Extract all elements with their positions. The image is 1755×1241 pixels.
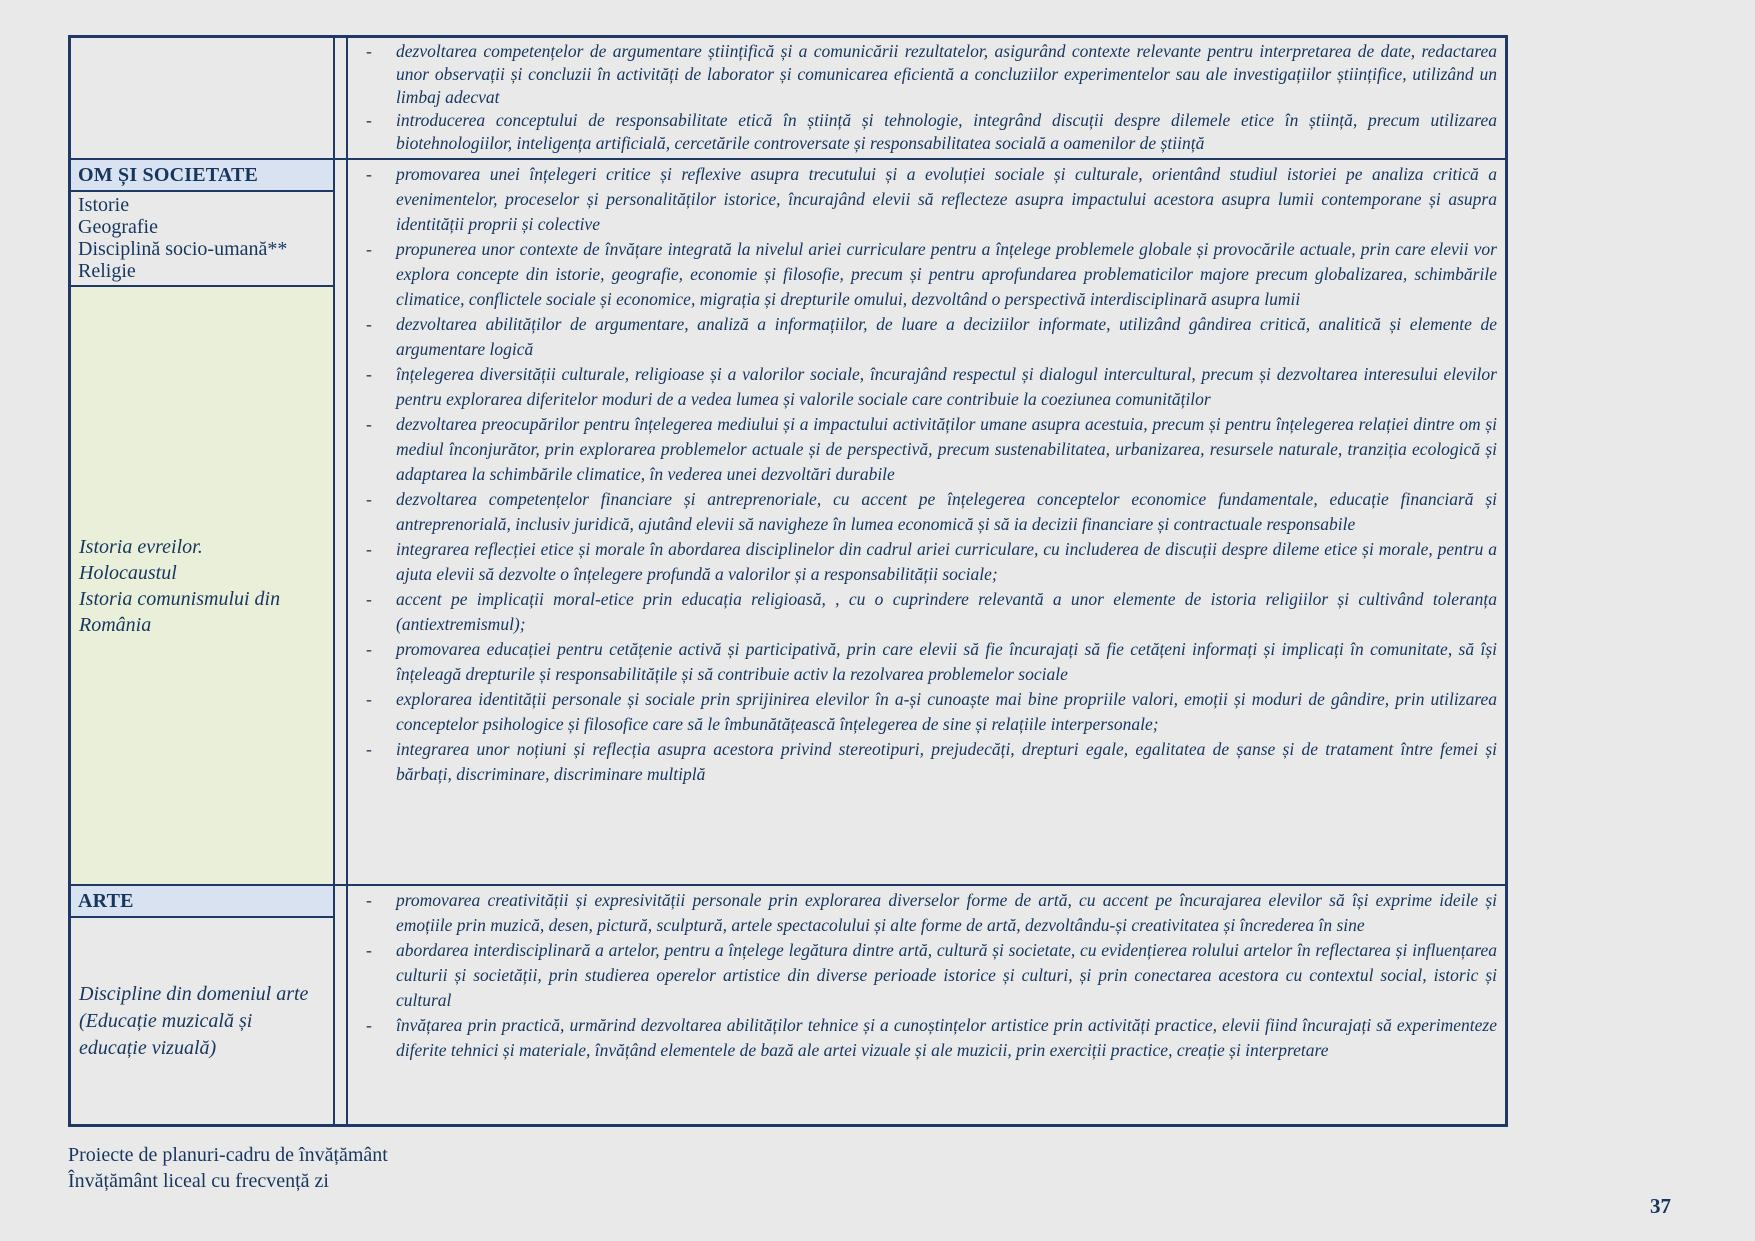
bullet-dash: -: [366, 110, 372, 130]
bullet-text: integrarea unor noțiuni și reflecția asupra acestora privind stereotipuri, prejudecăți, drepturi egale, egalitatea de șanse și de tratament între femei și bărbați, discriminare, discriminare multiplă: [396, 739, 1497, 784]
bullet-text: integrarea reflecției etice și morale în abordarea disciplinelor din cadrul ariei curriculare, cu includerea de discuții despre dileme etice și morale, pentru a ajuta elevii să dezvolte o înțelegere profundă a valorilor și a responsabilității sociale;: [396, 539, 1497, 584]
bullet-text: înțelegerea diversității culturale, religioase și a valorilor sociale, încurajând respectul și dialogul intercultural, precum și dezvoltarea interesului elevilor pentru explorarea diferitelor moduri de a vedea lumea și valorile sociale care contribuie la coeziunea comunităților: [396, 364, 1497, 409]
bullet-dash: -: [366, 539, 372, 559]
bullet-dash: -: [366, 890, 372, 910]
bullet-item: [366, 637, 1497, 687]
optional-subject-line: Istoria evreilor.: [79, 535, 203, 558]
bullet-item: [366, 587, 1497, 637]
bullet-dash: -: [366, 41, 372, 61]
bullet-dash: -: [366, 164, 372, 184]
footer-line-1: Proiecte de planuri-cadru de învățământ: [68, 1144, 388, 1166]
bullet-text: explorarea identității personale și sociale prin sprijinirea elevilor în a-și cunoaște mai bine propriile valori, emoții și moduri de gândire, prin utilizarea conceptelor psihologice și filosofice care să le îmbunătățească înțelegerea de sine și relațiile interpersonale;: [396, 689, 1497, 734]
table-row-arts: [71, 884, 1505, 1124]
bullet-dash: -: [366, 489, 372, 509]
left-cell-society: [71, 160, 348, 884]
society-subject-list: [71, 192, 333, 287]
curriculum-table: [68, 35, 1508, 1127]
bullet-text: dezvoltarea competențelor de argumentare științifică și a comunicării rezultatelor, asigurând contexte relevante pentru interpretarea de date, redactarea unor observații și concluzii în activități de laborator și comunicarea eficientă a concluziilor experimentelor sau ale investigațiilor științifice, utilizând un limbaj adecvat: [396, 41, 1497, 107]
bullet-item: [366, 162, 1497, 237]
bullet-text: dezvoltarea preocupărilor pentru înțelegerea mediului și a impactului activităților umane asupra acestuia, precum și pentru înțelegerea relației dintre om și mediul înconjurător, prin explorarea problemelor actuale și de perspectivă, precum sustenabilitatea, urbanizarea, resursele naturale, tranziția ecologică și adaptarea la schimbările climatice, în vederea unei dezvoltări durabile: [396, 414, 1497, 484]
page-number: 37: [1650, 1194, 1671, 1218]
table-row-society: [71, 158, 1505, 884]
bullet-dash: -: [366, 414, 372, 434]
bullet-dash: -: [366, 239, 372, 259]
bullet-dash: -: [366, 1015, 372, 1035]
subject-item: Geografie: [78, 216, 158, 238]
bullet-text: promovarea creativității și expresivității personale prin explorarea diverselor forme de artă, cu accent pe încurajarea elevilor să își exprime ideile și emoțiile prin muzică, desen, pictură, sculptură, artele spectacolului și alte forme de artă, dezvoltându-și creativitatea și încrederea în sine: [396, 890, 1497, 935]
society-area-header: OM ȘI SOCIETATE: [71, 160, 333, 192]
bullet-dash: -: [366, 364, 372, 384]
bullet-dash: -: [366, 589, 372, 609]
bullet-dash: -: [366, 940, 372, 960]
arts-disciplines-note: [71, 918, 333, 1124]
arts-bullet-list: [348, 886, 1505, 1124]
bullet-text: dezvoltarea abilităților de argumentare, analiză a informațiilor, de luare a deciziilor informate, utilizând gândirea critică, analitică și elemente de argumentare logică: [396, 314, 1497, 359]
document-footer: [68, 1142, 388, 1194]
bullet-item: [366, 1013, 1497, 1063]
subject-item: Disciplină socio-umană**: [78, 238, 288, 260]
optional-subject-line: Istoria comunismului din România: [79, 587, 281, 636]
footer-line-2: Învățământ liceal cu frecvență zi: [68, 1170, 329, 1192]
bullet-dash: -: [366, 639, 372, 659]
society-bullet-list: [348, 160, 1505, 884]
society-optional-subjects-note: [71, 287, 333, 884]
bullet-item: [366, 312, 1497, 362]
bullet-dash: -: [366, 689, 372, 709]
science-bullet-list: [348, 38, 1505, 158]
bullet-dash: -: [366, 739, 372, 759]
bullet-text: accent pe implicații moral-etice prin educația religioasă, , cu o cuprindere relevantă a unor elemente de istoria religiilor și cultivând toleranța (antiextremismul);: [396, 589, 1497, 634]
bullet-text: promovarea educației pentru cetățenie activă și participativă, prin care elevii să fie încurajați să fie cetățeni informați și implicați în comunitate, să își înțeleagă drepturile și responsabilitățile și să contribuie activ la rezolvarea problemelor sociale: [396, 639, 1497, 684]
bullet-item: [366, 109, 1497, 155]
left-inner-arts: [71, 886, 335, 1124]
bullet-dash: -: [366, 314, 372, 334]
left-inner-empty: [71, 38, 335, 158]
subject-item: Istorie: [78, 194, 130, 216]
bullet-text: dezvoltarea competențelor financiare și antreprenoriale, cu accent pe înțelegerea conceptelor economice fundamentale, educație financiară și antreprenorială, inclusiv juridică, ajutând elevii să navigheze în lumea economică și să ia decizii financiare și contractuale responsabile: [396, 489, 1497, 534]
bullet-item: [366, 412, 1497, 487]
bullet-item: [366, 537, 1497, 587]
bullet-text: abordarea interdisciplinară a artelor, pentru a înțelege legătura dintre artă, cultură și societate, cu evidențierea rolului artelor în reflectarea și influențarea culturii și societății, prin studierea operelor artistice din diverse perioade istorice și culturi, și prin conectarea acestora cu contextul social, istoric și cultural: [396, 940, 1497, 1010]
left-inner-society: [71, 160, 335, 884]
bullet-text: introducerea conceptului de responsabilitate etică în știință și tehnologie, integrând discuții despre dilemele etice în știință, precum utilizarea biotehnologiilor, inteligența artificială, cercetările controversate și responsabilitatea socială a oamenilor de știință: [396, 110, 1497, 153]
bullet-item: [366, 40, 1497, 109]
bullet-text: promovarea unei înțelegeri critice și reflexive asupra trecutului și a evoluției sociale și culturale, orientând studiul istoriei pe analiza critică a evenimentelor, proceselor și personalităților istorice, încurajând elevii să reflecteze asupra impactului acestora asupra lumii contemporane și asupra identității proprii și colective: [396, 164, 1497, 234]
subject-item: Religie: [78, 260, 136, 282]
bullet-item: [366, 487, 1497, 537]
left-cell-arts: [71, 886, 348, 1124]
bullet-item: [366, 938, 1497, 1013]
left-cell-empty: [71, 38, 348, 158]
table-row-science-continuation: [71, 38, 1505, 158]
bullet-item: [366, 362, 1497, 412]
bullet-item: [366, 888, 1497, 938]
arts-area-header: ARTE: [71, 886, 333, 918]
bullet-text: propunerea unor contexte de învățare integrată la nivelul ariei curriculare pentru a înțelege problemele globale și provocările actuale, prin care elevii vor explora concepte din istorie, geografie, economie și filosofie, precum și pentru aprofundarea problematicilor majore precum globalizarea, schimbările climatice, conflictele sociale și economice, migrația și drepturile omului, dezvoltând o perspectivă interdisciplinară asupra lumii: [396, 239, 1497, 309]
bullet-item: [366, 687, 1497, 737]
bullet-item: [366, 737, 1497, 787]
bullet-item: [366, 237, 1497, 312]
arts-disciplines-text: Discipline din domeniul arte (Educație muzicală și educație vizuală): [79, 982, 309, 1059]
optional-subject-line: Holocaustul: [79, 561, 177, 584]
bullet-text: învățarea prin practică, urmărind dezvoltarea abilităților tehnice și a cunoștințelor artistice prin activități practice, elevii fiind încurajați să experimenteze diferite tehnici și materiale, învățând elementele de bază ale artei vizuale și ale muzicii, prin exerciții practice, creație și interpretare: [396, 1015, 1497, 1060]
